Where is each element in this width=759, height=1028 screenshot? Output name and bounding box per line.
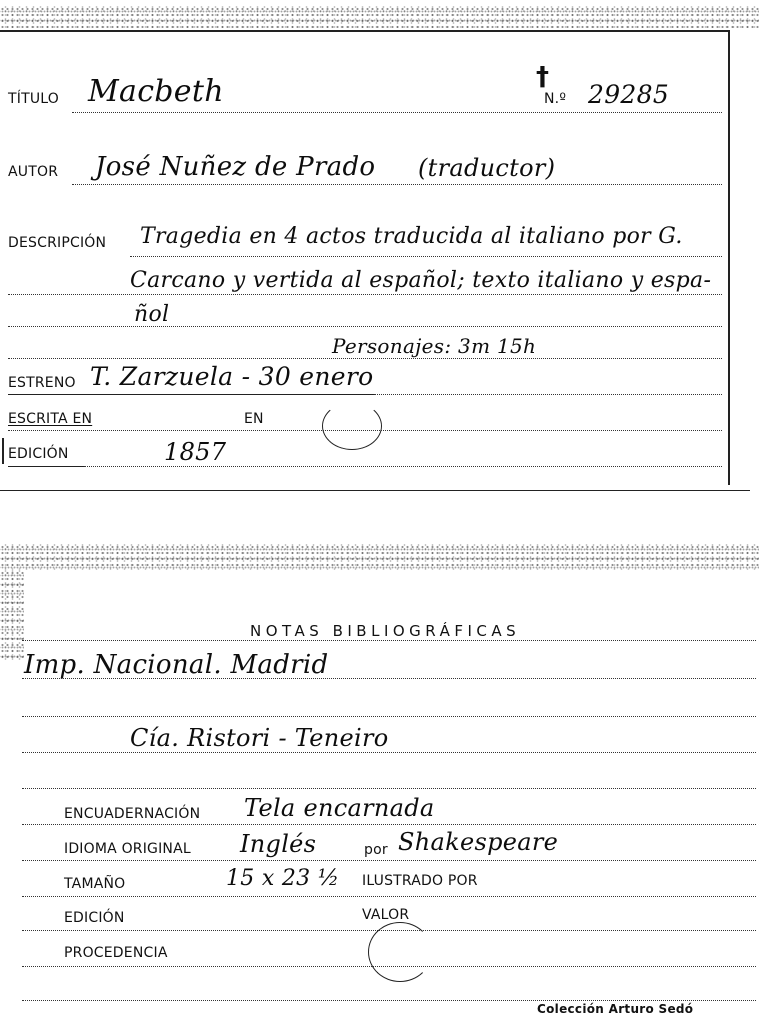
descripcion-line: ñol xyxy=(134,302,170,327)
card-top-border xyxy=(0,30,730,32)
catalog-card-front xyxy=(0,0,759,495)
edicion-back-label: EDICIÓN xyxy=(64,910,125,926)
autor-value: José Nuñez de Prado xyxy=(95,152,376,182)
autor-label: AUTOR xyxy=(8,164,59,180)
encuadernacion-label: ENCUADERNACIÓN xyxy=(64,806,201,822)
rule-line xyxy=(8,326,722,327)
procedencia-label: PROCEDENCIA xyxy=(64,945,168,961)
cross-mark: † xyxy=(536,62,549,92)
card-bottom-edge xyxy=(0,490,750,491)
numero-label: N.º xyxy=(544,91,567,107)
rule-line xyxy=(8,294,722,295)
collection-footer: Colección Arturo Sedó xyxy=(537,1002,694,1016)
tamano-label: TAMAÑO xyxy=(64,876,126,892)
rule-line xyxy=(8,394,374,395)
descripcion-line: Tragedia en 4 actos traducida al italiano por G. xyxy=(140,224,683,249)
personajes-value: Personajes: 3m 15h xyxy=(332,334,537,358)
edicion-label: EDICIÓN xyxy=(8,446,69,462)
descripcion-line: Carcano y vertida al español; texto italiano y espa- xyxy=(130,268,712,293)
idioma-original-value: Inglés xyxy=(240,830,317,858)
rule-line xyxy=(84,466,722,467)
stamp-smudge xyxy=(322,402,382,450)
scan-edge xyxy=(0,570,24,660)
rule-line xyxy=(8,358,722,359)
rule-line xyxy=(72,112,722,113)
rule-line xyxy=(22,678,756,679)
autor-role: (traductor) xyxy=(418,154,556,182)
por-value: Shakespeare xyxy=(398,828,559,856)
numero-value: 29285 xyxy=(588,80,670,109)
stamp-smudge xyxy=(368,922,432,982)
ilustrado-por-label: ILUSTRADO POR xyxy=(362,873,478,889)
por-label: por xyxy=(364,842,388,858)
card-right-border xyxy=(728,30,730,485)
note-line: Imp. Nacional. Madrid xyxy=(24,650,329,680)
estreno-value: T. Zarzuela - 30 enero xyxy=(90,362,374,391)
tamano-value: 15 x 23 ½ xyxy=(226,866,340,891)
edicion-value: 1857 xyxy=(164,438,227,466)
descripcion-label: DESCRIPCIÓN xyxy=(8,235,107,251)
estreno-label: ESTRENO xyxy=(8,375,76,391)
scan-edge xyxy=(0,6,759,28)
rule-line xyxy=(22,824,756,825)
rule-line xyxy=(374,394,722,395)
idioma-original-label: IDIOMA ORIGINAL xyxy=(64,841,191,857)
titulo-value: Macbeth xyxy=(88,74,224,109)
scan-edge xyxy=(0,544,759,570)
rule-line xyxy=(8,466,84,467)
escrita-en-label: ESCRITA EN xyxy=(8,411,93,427)
titulo-label: TÍTULO xyxy=(8,91,59,107)
rule-line xyxy=(22,716,756,717)
rule-line xyxy=(22,1000,756,1001)
rule-line xyxy=(22,966,756,967)
rule-line xyxy=(22,788,756,789)
en-label: EN xyxy=(244,411,264,427)
rule-line xyxy=(22,640,756,641)
rule-line xyxy=(22,752,756,753)
section-title: NOTAS BIBLIOGRÁFICAS xyxy=(250,622,521,640)
rule-line xyxy=(8,430,722,431)
catalog-card-back xyxy=(0,540,759,1028)
encuadernacion-value: Tela encarnada xyxy=(244,794,435,822)
note-line: Cía. Ristori - Teneiro xyxy=(130,724,389,752)
rule-line xyxy=(72,184,722,185)
rule-line xyxy=(22,896,756,897)
rule-line xyxy=(22,860,756,861)
edge-mark xyxy=(2,438,4,464)
valor-label: VALOR xyxy=(362,907,410,923)
rule-line xyxy=(130,256,722,257)
